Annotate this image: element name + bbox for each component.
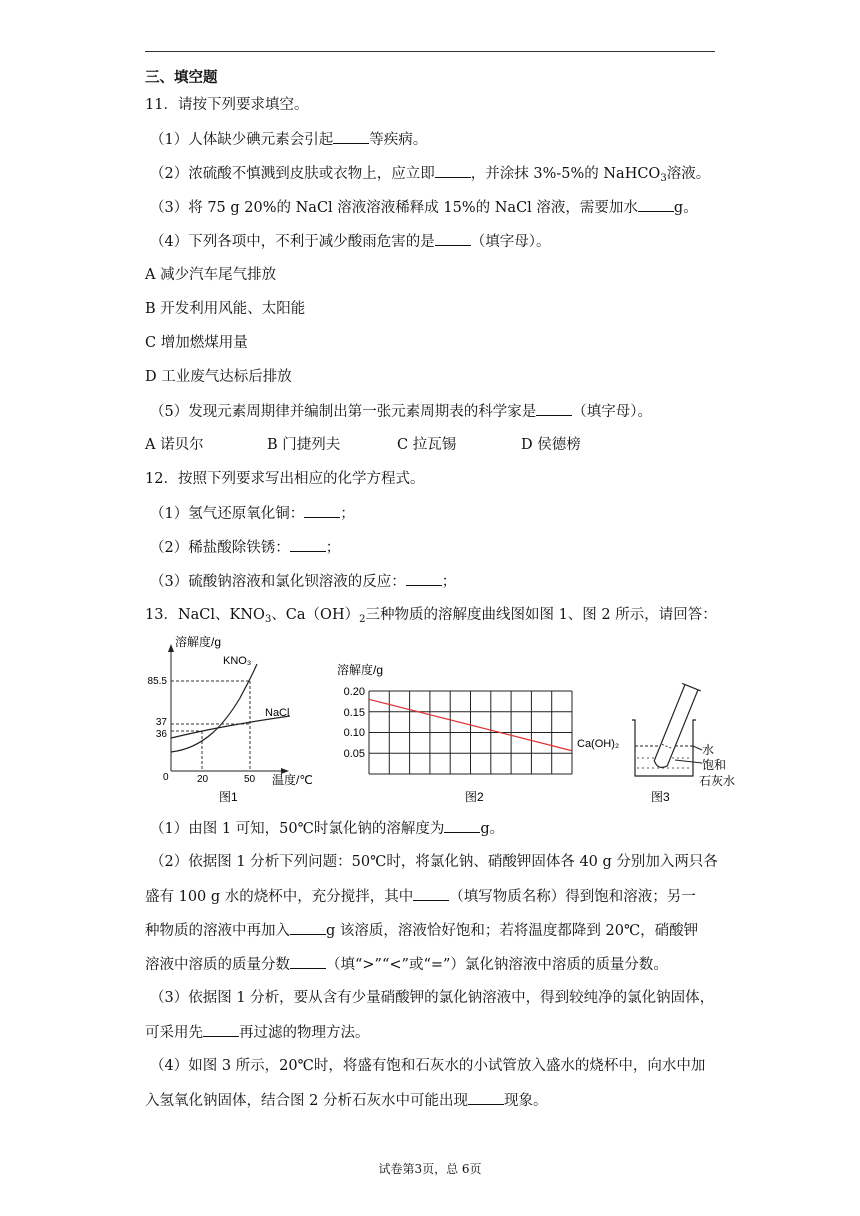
q13-part2-line3: 种物质的溶液中再加入 g 该溶质，溶液恰好饱和；若将温度都降到 20℃，硝酸钾 (145, 920, 698, 941)
answer-blank[interactable] (290, 920, 326, 935)
fig1-y-arrow-icon (168, 644, 174, 652)
q13-part4-line1: （4）如图 3 所示，20℃时，将盛有饱和石灰水的小试管放入盛水的烧杯中，向水中加 (150, 1058, 706, 1074)
fig1-xlabel: 温度/℃ (272, 773, 313, 787)
q13-part2-line4: 溶液中溶质的质量分数 （填“>”“<”或“=”）氯化钠溶液中溶质的质量分数。 (145, 954, 668, 975)
answer-blank[interactable] (468, 1090, 504, 1105)
answer-blank[interactable] (435, 231, 471, 246)
fig1-kno3-curve (171, 664, 257, 752)
q11-stem: 11．请按下列要求填空。 (145, 97, 309, 113)
q11-part5-options (145, 435, 581, 455)
figure-3 (632, 683, 735, 804)
answer-blank[interactable] (304, 503, 340, 518)
fig1-series-kno3: KNO₃ (223, 655, 252, 667)
fig1-xtick: 50 (244, 774, 256, 785)
option-b: B 门捷列夫 (267, 437, 341, 453)
fig1-xtick: 20 (197, 774, 209, 785)
fig2-series-label: Ca(OH)₂ (577, 738, 620, 750)
q12-part2: （2）稀盐酸除铁锈： ； (150, 537, 340, 558)
option-c: C 拉瓦锡 (397, 437, 457, 453)
q12-part1: （1）氢气还原氧化铜： ； (150, 503, 355, 524)
q13-part1: （1）由图 1 可知，50℃时氯化钠的溶解度为 g。 (150, 818, 504, 839)
answer-blank[interactable] (333, 129, 369, 144)
fig2-caption: 图2 (465, 790, 484, 804)
q13-part4-line2: 入氢氧化钠固体，结合图 2 分析石灰水中可能出现 现象。 (145, 1090, 547, 1111)
section-title: 三、填空题 (145, 69, 218, 86)
fig2-grid (369, 691, 572, 774)
top-rule (145, 51, 715, 52)
fig1-ytick: 85.5 (147, 676, 167, 687)
option-a: A 减少汽车尾气排放 (145, 267, 277, 283)
q13-part2-line1: （2）依据图 1 分析下列问题：50℃时，将氯化钠、硝酸钾固体各 40 g 分别加入两只各 (150, 854, 718, 870)
answer-blank[interactable] (536, 401, 572, 416)
fig2-ytick: 0.05 (343, 748, 365, 760)
answer-blank[interactable] (638, 197, 674, 212)
page-footer: 试卷第3页，总 6页 (378, 1162, 482, 1176)
fig2-ylabel: 溶解度/g (337, 663, 384, 677)
q11-part1: （1）人体缺少碘元素会引起 等疾病。 (150, 129, 427, 150)
option-b: B 开发利用风能、太阳能 (145, 301, 306, 317)
fig2-ytick: 0.10 (343, 727, 365, 739)
answer-blank[interactable] (290, 954, 326, 969)
q13-part3-line2: 可采用先 再过滤的物理方法。 (145, 1022, 370, 1043)
fig1-nacl-curve (171, 716, 290, 738)
option-d: D 侯德榜 (521, 437, 581, 453)
figure-1 (148, 634, 313, 804)
fig1-xtick: 0 (163, 772, 169, 783)
answer-blank[interactable] (290, 537, 326, 552)
q12-stem: 12．按照下列要求写出相应的化学方程式。 (145, 471, 425, 487)
q12-part3: （3）硫酸钠溶液和氯化钡溶液的反应： ； (150, 571, 456, 592)
fig1-caption: 图1 (219, 790, 238, 804)
option-c: C 增加燃煤用量 (145, 335, 248, 351)
q11-part5: （5）发现元素周期律并编制出第一张元素周期表的科学家是 （填字母）。 (150, 401, 652, 422)
answer-blank[interactable] (406, 571, 442, 586)
fig1-series-nacl: NaCl (265, 707, 290, 719)
fig3-label-limewater: 石灰水 (699, 774, 736, 788)
figures (145, 628, 745, 808)
fig2-ytick: 0.15 (343, 707, 365, 719)
fig1-ylabel: 溶解度/g (175, 635, 222, 649)
option-a: A 诺贝尔 (145, 437, 204, 453)
answer-blank[interactable] (413, 886, 449, 901)
q11-part3: （3）将 75 g 20%的 NaCl 溶液溶液稀释成 15%的 NaCl 溶液，需要加水 g。 (150, 197, 698, 218)
q13-stem: 13．NaCl、$KNO_3$、$Ca(OH)_2$三种物质的溶解度曲线图如图 1、图 2 所示，请回答： (145, 607, 717, 625)
fig3-label-saturated: 饱和 (702, 758, 727, 772)
q13-part3-line1: （3）依据图 1 分析，要从含有少量硝酸钾的氯化钠溶液中，得到较纯净的氯化钠固体， (150, 990, 715, 1006)
fig3-caption: 图3 (651, 790, 670, 804)
answer-blank[interactable] (444, 818, 480, 833)
fig3-leader (693, 746, 702, 750)
fig1-ytick: 37 (155, 717, 167, 728)
answer-blank[interactable] (203, 1022, 239, 1037)
q11-part4: （4）下列各项中，不利于减少酸雨危害的是 （填字母）。 (150, 231, 550, 252)
fig3-label-water: 水 (702, 743, 715, 757)
answer-blank[interactable] (435, 163, 471, 178)
figure-2 (337, 662, 619, 804)
q11-part2: （2）浓硫酸不慎溅到皮肤或衣物上，应立即 ，并涂抹 3%-5%的 NaHCO$_3$溶液。 (150, 163, 710, 184)
fig3-leader (675, 760, 702, 763)
fig2-ytick: 0.20 (343, 686, 365, 698)
fig1-ytick: 36 (155, 729, 167, 740)
option-d: D 工业废气达标后排放 (145, 369, 292, 385)
q13-part2-line2: 盛有 100 g 水的烧杯中，充分搅拌，其中 （填写物质名称）得到饱和溶液；另一 (145, 886, 696, 907)
